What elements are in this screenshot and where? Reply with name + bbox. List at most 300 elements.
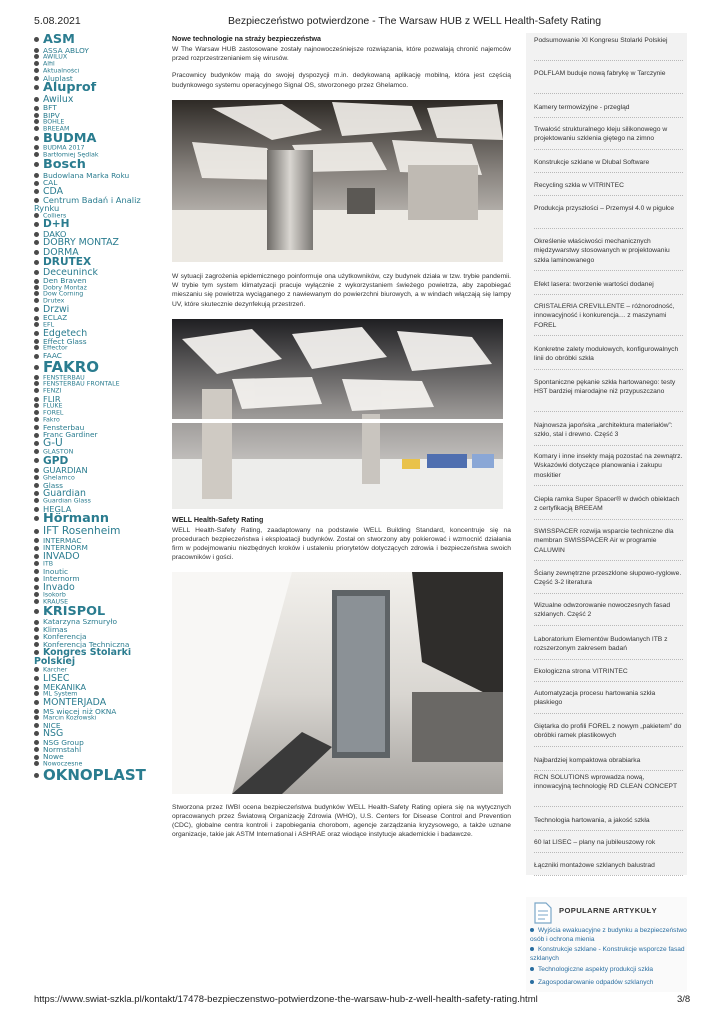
tag-link[interactable]: [34, 375, 166, 382]
tag-label: Drutex: [43, 298, 65, 305]
popular-article-label: Zagospodarowanie odpadów szklanych: [538, 979, 654, 986]
tag-label: Marcin Kozłowski: [43, 714, 97, 722]
sidebar-divider: [534, 593, 683, 594]
tag-label: Deceuninck: [43, 267, 98, 278]
tag-link[interactable]: [34, 159, 166, 172]
sidebar-article-link[interactable]: Automatyzacja procesu hartowania szkła płaskiego: [534, 690, 656, 707]
tag-link[interactable]: [34, 179, 166, 186]
article-photo-atrium: [172, 100, 503, 262]
tag-link[interactable]: [34, 537, 166, 544]
bullet-icon: [530, 980, 534, 984]
bullet-icon: [34, 642, 39, 647]
tag-label: Budowlana Marka Roku: [43, 171, 130, 180]
bullet-icon: [34, 609, 39, 614]
tag-label: Konferencja: [43, 633, 87, 641]
tag-label: Internorm: [43, 575, 80, 583]
tag-link[interactable]: [34, 68, 166, 75]
tag-link[interactable]: [34, 403, 166, 410]
tag-label: FENZI: [43, 388, 62, 395]
tag-label: Nowoczesne: [43, 760, 83, 768]
tag-link[interactable]: [34, 674, 166, 683]
bullet-icon: [34, 136, 39, 141]
bullet-icon: [34, 620, 39, 625]
tag-label: Hörmann: [43, 513, 110, 527]
bullet-icon: [34, 516, 39, 521]
bullet-icon: [34, 740, 39, 745]
sidebar-divider: [534, 93, 683, 94]
sidebar-divider: [534, 117, 683, 118]
tag-label: KRAUSE: [43, 598, 69, 606]
tag-label: KRISPOL: [43, 605, 106, 619]
tag-link[interactable]: [34, 618, 166, 625]
tag-label: D+H: [43, 219, 70, 230]
bullet-icon: [530, 967, 534, 971]
tag-label: GPD: [43, 455, 69, 467]
bullet-icon: [34, 198, 39, 203]
tag-label: Aluplast: [43, 74, 73, 82]
sidebar-divider: [534, 195, 683, 196]
sidebar-article-link[interactable]: Podsumowanie XI Kongresu Stolarki Polskiej: [534, 37, 668, 44]
bullet-icon: [34, 667, 39, 672]
tag-link[interactable]: [34, 633, 166, 640]
tag-link[interactable]: [34, 568, 166, 575]
tag-link[interactable]: [34, 172, 166, 179]
tag-link[interactable]: [34, 626, 166, 633]
bullet-icon: [34, 433, 39, 438]
tag-link[interactable]: [34, 708, 166, 715]
tag-label: MEKANIKA: [43, 683, 86, 692]
sidebar-article-link[interactable]: Najbardziej kompaktowa obrabiarka: [534, 757, 641, 764]
tag-link[interactable]: [34, 54, 166, 61]
bullet-icon: [34, 106, 39, 111]
bullet-icon: [34, 498, 39, 503]
tag-link[interactable]: [34, 513, 166, 526]
tag-label: ASSA ABLOY: [43, 46, 89, 55]
tag-link[interactable]: [34, 505, 166, 513]
bullet-icon: [34, 410, 39, 415]
tag-link[interactable]: [34, 739, 166, 746]
bullet-icon: [34, 213, 39, 218]
tag-label: IFT Rosenheim: [43, 526, 121, 537]
bullet-icon: [34, 685, 39, 690]
tag-link[interactable]: [34, 691, 166, 698]
sidebar-article-link[interactable]: Określenie właściwości mechanicznych międzywarstwy stosowanych w projektowaniu szkła laminowanego: [534, 238, 670, 264]
tag-link[interactable]: [34, 329, 166, 338]
bullet-icon: [34, 569, 39, 574]
sidebar-divider: [534, 411, 683, 412]
sidebar-divider: [534, 60, 683, 61]
tag-label: Dobry Montaż: [43, 284, 87, 292]
tag-link[interactable]: [34, 248, 166, 257]
tag-label: EFL: [43, 321, 55, 329]
sidebar-article-link[interactable]: SWISSPACER rozwija wsparcie techniczne dla membran SWISSPACER Air w programie CALUWIN: [534, 528, 674, 554]
tag-link[interactable]: [34, 761, 166, 768]
bullet-icon: [34, 529, 39, 534]
tag-label: DRUTEX: [43, 257, 92, 268]
bullet-icon: [34, 627, 39, 632]
sidebar-divider: [534, 149, 683, 150]
tag-link[interactable]: [34, 667, 166, 674]
bullet-icon: [34, 345, 39, 350]
bullet-icon: [34, 331, 39, 336]
tag-link[interactable]: [34, 352, 166, 359]
tag-label: Franc Gardiner: [43, 431, 98, 439]
bullet-icon: [34, 635, 39, 640]
tag-link[interactable]: [34, 746, 166, 753]
page-number: 3/8: [677, 994, 691, 1005]
tag-link[interactable]: [34, 338, 166, 345]
tag-link[interactable]: [34, 213, 166, 220]
bullet-icon: [34, 388, 39, 393]
bullet-icon: [34, 715, 39, 720]
bullet-icon: [34, 48, 39, 53]
tag-link[interactable]: [34, 552, 166, 561]
tag-label: FAAC: [43, 352, 62, 360]
sidebar-article-link[interactable]: Łączniki montażowe szklanych balustrad: [534, 862, 655, 869]
popular-article-link[interactable]: [530, 966, 688, 975]
tag-label: Guardian Glass: [43, 498, 91, 505]
bullet-icon: [34, 755, 39, 760]
bullet-icon: [34, 240, 39, 245]
bullet-icon: [34, 54, 39, 59]
tag-link[interactable]: [34, 395, 166, 403]
bullet-icon: [34, 676, 39, 681]
bullet-icon: [34, 279, 39, 284]
tag-link[interactable]: [34, 187, 166, 196]
tag-label: NSG Group: [43, 738, 84, 746]
bullet-icon: [34, 381, 39, 386]
bullet-icon: [34, 468, 39, 473]
print-url: https://www.swiat-szkla.pl/kontakt/17478-bezpieczenstwo-potwierdzone-the-warsaw-hub-z-well-health-safety-rating.html: [34, 994, 538, 1005]
tag-label: HEGLA: [43, 505, 72, 514]
tag-link[interactable]: [34, 599, 166, 606]
tag-link[interactable]: [34, 34, 166, 47]
bullet-icon: [34, 449, 39, 454]
tag-link[interactable]: [34, 285, 166, 292]
sidebar-article-link[interactable]: Technologia hartowania, a jakość szkła: [534, 817, 650, 824]
tag-label: NSG: [43, 729, 64, 739]
tag-link[interactable]: [34, 583, 166, 592]
tag-label: FENSTERBAU FRONTALE: [43, 381, 120, 388]
tag-label: Ghelamco: [43, 474, 75, 482]
bullet-icon: [34, 731, 39, 736]
tag-link[interactable]: [34, 219, 166, 230]
tag-link[interactable]: [34, 277, 166, 284]
tag-link[interactable]: [34, 388, 166, 395]
sidebar-divider: [534, 681, 683, 682]
sidebar-article-link[interactable]: Recycling szkła w VITRINTEC: [534, 182, 624, 189]
tag-link[interactable]: [34, 606, 166, 619]
tag-label: ITB: [43, 561, 54, 568]
tag-link[interactable]: [34, 257, 166, 268]
print-date: 5.08.2021: [34, 15, 81, 27]
tag-link[interactable]: [34, 322, 166, 329]
bullet-icon: [34, 650, 39, 655]
bullet-icon: [34, 425, 39, 430]
tag-label: AWILUX: [43, 54, 68, 61]
bullet-icon: [34, 285, 39, 290]
popular-article-label: Technologiczne aspekty produkcji szkła: [538, 966, 654, 973]
tag-label: LISEC: [43, 673, 70, 684]
sidebar-article-link[interactable]: Wizualne odwzorowanie nowoczesnych fasad szklanych. Część 2: [534, 602, 671, 619]
tag-link[interactable]: [34, 268, 166, 277]
tag-link[interactable]: [34, 715, 166, 722]
tag-link[interactable]: [34, 238, 166, 247]
tag-label: Kärcher: [43, 666, 68, 674]
bullet-icon: [34, 599, 39, 604]
sidebar-article-link[interactable]: Najnowsza japońska „architektura materiałów”: szkło, stal i drewno. Część 3: [534, 422, 673, 439]
tag-label: CDA: [43, 186, 64, 197]
sidebar-article-link[interactable]: 60 lat LISEC – plany na jubileuszowy rok: [534, 839, 656, 846]
sidebar-divider: [534, 270, 683, 271]
tag-label: BUDMA: [43, 132, 97, 146]
tag-link[interactable]: [34, 698, 166, 707]
bullet-icon: [34, 85, 39, 90]
tag-link[interactable]: [34, 431, 166, 438]
sidebar-divider: [534, 806, 683, 807]
tag-label: MS więcej niż OKNA: [43, 707, 117, 715]
bullet-icon: [34, 691, 39, 696]
tag-label: BIPV: [43, 111, 60, 120]
tag-link[interactable]: [34, 145, 166, 152]
bullet-icon: [34, 291, 39, 296]
bullet-icon: [34, 397, 39, 402]
tag-link[interactable]: [34, 449, 166, 456]
tag-label: Fakro: [43, 416, 60, 424]
sidebar-article-link[interactable]: Giętarka do profili FOREL z nowym „pakietem” do obróbki ramek plastikowych: [534, 723, 682, 740]
tag-label: Kongres Stolarki Polskiej: [34, 648, 132, 667]
popular-article-link[interactable]: [530, 946, 688, 963]
tag-label: OKNOPLAST: [43, 767, 146, 783]
tag-label: Aluprof: [43, 82, 97, 95]
bullet-icon: [34, 577, 39, 582]
bullet-icon: [34, 189, 39, 194]
tag-label: Glass: [43, 481, 64, 489]
tag-label: INVADO: [43, 551, 80, 562]
bullet-icon: [34, 538, 39, 543]
tag-link[interactable]: [34, 95, 166, 104]
article-photo-gallery: [172, 319, 503, 509]
bullet-icon: [34, 417, 39, 422]
tag-link[interactable]: [34, 112, 166, 119]
tag-link[interactable]: [34, 561, 166, 568]
tag-label: BOHLE: [43, 119, 65, 126]
bullet-icon: [34, 709, 39, 714]
bullet-icon: [34, 97, 39, 102]
tag-label: ASM: [43, 34, 75, 47]
sidebar-divider: [534, 746, 683, 747]
bullet-icon: [34, 260, 39, 265]
tag-link[interactable]: [34, 424, 166, 431]
tag-link[interactable]: [34, 753, 166, 760]
tag-link[interactable]: [34, 641, 166, 648]
popular-article-link[interactable]: [530, 979, 688, 988]
tag-label: Awilux: [43, 94, 74, 105]
tag-link[interactable]: [34, 298, 166, 305]
sidebar-article-link[interactable]: Ekologiczna strona VITRINTEC: [534, 668, 628, 675]
tag-label: Guardian: [43, 488, 86, 499]
bullet-icon: [34, 375, 39, 380]
sidebar-divider: [534, 228, 683, 229]
tag-label: Drzwi: [43, 304, 70, 315]
tag-link[interactable]: [34, 47, 166, 54]
sidebar-divider: [534, 172, 683, 173]
sidebar-divider: [534, 485, 683, 486]
document-icon: [532, 901, 554, 925]
paragraph: Stworzona przez IWBI ocena bezpieczeństwa budynków WELL Health-Safety Rating opiera się na wytycznych opracowanych przez Światową Organizację Zdrowia (WHO), U.S. Centers for Disease Control and Prevention (CDC), globalne centra kontroli i zapobiegania chorobom, agencje zarządzania kryzysowego, a także uznane organizacje, takie jak ASTM International i ASHRAE oraz wiodące instytucje akademickie i badawcze.: [172, 803, 511, 839]
tag-link[interactable]: [34, 498, 166, 505]
tag-label: DOBRY MONTAŻ: [43, 238, 119, 248]
sidebar-divider: [534, 830, 683, 831]
bullet-icon: [34, 561, 39, 566]
tag-link[interactable]: [34, 489, 166, 498]
tag-link[interactable]: [34, 152, 166, 159]
sidebar-article-link[interactable]: Trwałość strukturalnego kleju silikonowego w projektowaniu szklenia giętego na zimno: [534, 126, 668, 143]
sidebar-divider: [534, 875, 683, 876]
tag-link[interactable]: [34, 104, 166, 111]
sidebar-divider: [534, 659, 683, 660]
sidebar-article-link[interactable]: RCN SOLUTIONS wprowadza nową, innowacyjną technologię RD CLEAN CONCEPT: [534, 774, 678, 791]
tag-link[interactable]: [34, 314, 166, 321]
popular-article-label: Konstrukcje szklane - Konstrukcje wsporcze fasad szklanych: [530, 946, 685, 962]
bullet-icon: [34, 145, 39, 150]
sidebar-article-link[interactable]: Konstrukcje szklane w Dlubal Software: [534, 159, 650, 166]
tag-label: Invado: [43, 582, 75, 593]
sidebar-article-link[interactable]: Spontaniczne pękanie szkła hartowanego: testy HST bardziej miarodajne niż przypuszczano: [534, 379, 676, 396]
popular-article-link[interactable]: [530, 927, 688, 944]
sidebar-article-link[interactable]: Efekt laserа: tworzenie wartości dodanej: [534, 281, 654, 288]
tag-link[interactable]: [34, 456, 166, 467]
bullet-icon: [34, 365, 39, 370]
sidebar-article-link[interactable]: Komary i inne insekty mają pozostać na zewnątrz. Wskazówki dotyczące planowania i zakupu moskitier: [534, 453, 683, 479]
tag-link[interactable]: [34, 648, 166, 667]
tag-link[interactable]: [34, 729, 166, 738]
tag-link[interactable]: [34, 291, 166, 298]
tag-label: INTERMAC: [43, 536, 82, 545]
tag-label: Isokorb: [43, 592, 66, 599]
tag-label: DORMA: [43, 247, 79, 258]
tag-link[interactable]: [34, 683, 166, 691]
bullet-icon: [34, 403, 39, 408]
sidebar-divider: [534, 335, 683, 336]
tag-link[interactable]: [34, 305, 166, 314]
tag-label: BFT: [43, 104, 57, 112]
tag-link[interactable]: [34, 381, 166, 388]
sidebar-article-link[interactable]: CRISTALERIA CREVILLENTE – różnorodność, innowacyjność i konkurencja… z maszynami FOREL: [534, 303, 675, 329]
tag-link[interactable]: [34, 438, 166, 449]
bullet-icon: [34, 61, 39, 66]
tag-link[interactable]: [34, 526, 166, 537]
print-title: Bezpieczeństwo potwierdzone - The Warsaw HUB z WELL Health-Safety Rating: [228, 15, 602, 27]
sidebar-article-link[interactable]: Produkcja przyszłości – Przemysł 4.0 w pigułce: [534, 205, 675, 212]
bullet-icon: [34, 152, 39, 157]
tag-link[interactable]: [34, 592, 166, 599]
section-heading: WELL Health-Safety Rating: [172, 515, 264, 524]
tag-link[interactable]: [34, 544, 166, 551]
sidebar-article-link[interactable]: Laboratorium Elementów Budowlanych ITB z rozszerzonym zakresem badań: [534, 636, 668, 653]
article-body: [172, 35, 511, 840]
bullet-icon: [34, 270, 39, 275]
tag-label: Edgetech: [43, 328, 88, 338]
bullet-icon: [34, 37, 39, 42]
tag-link[interactable]: [34, 345, 166, 352]
tag-label: Klimas: [43, 625, 68, 634]
tag-link[interactable]: [34, 75, 166, 82]
bullet-icon: [34, 76, 39, 81]
bullet-icon: [34, 339, 39, 344]
tag-label: Effector: [43, 345, 68, 352]
tag-link[interactable]: [34, 133, 166, 146]
tag-link[interactable]: [34, 61, 166, 68]
tag-link[interactable]: [34, 410, 166, 417]
bullet-icon: [34, 773, 39, 778]
tag-label: FENSTERBAU: [43, 374, 85, 382]
tag-label: Katarzyna Szmuryło: [43, 618, 118, 626]
tag-link[interactable]: [34, 475, 166, 482]
bullet-icon: [34, 307, 39, 312]
tag-link[interactable]: [34, 230, 166, 238]
sidebar-divider: [534, 445, 683, 446]
tag-label: GLASTON: [43, 449, 74, 456]
tag-link[interactable]: [34, 466, 166, 474]
tag-link[interactable]: [34, 119, 166, 126]
tag-label: Fensterbau: [43, 423, 85, 432]
bullet-icon: [34, 700, 39, 705]
tag-link[interactable]: [34, 722, 166, 729]
tag-label: BREEAM: [43, 125, 70, 133]
bullet-icon: [34, 250, 39, 255]
tag-link[interactable]: [34, 82, 166, 95]
tag-link[interactable]: [34, 482, 166, 489]
tag-label: ECLAZ: [43, 314, 68, 322]
tag-label: Bartłomiej Sędlak: [43, 152, 99, 159]
tag-label: Alfil: [43, 61, 55, 68]
tag-label: Effect Glass: [43, 337, 87, 346]
sidebar-divider: [534, 852, 683, 853]
tag-link[interactable]: [34, 575, 166, 582]
tag-label: Bosch: [43, 159, 86, 172]
bullet-icon: [34, 298, 39, 303]
sidebar-divider: [534, 560, 683, 561]
sidebar-article-link[interactable]: Ściany zewnętrzne przeszklone słupowo-ryglowe. Część 3-2 literatura: [534, 570, 682, 587]
paragraph: Pracownicy budynków mają do swojej dyspozycji m.in. dedykowaną aplikację mobilną, która jest częścią budynkowego systemu operacyjnego Signal OS, stworzonego przez Ghelamco.: [172, 72, 511, 89]
paragraph: W sytuacji zagrożenia epidemicznego poinformuje ona użytkowników, czy budynek działa w tzw. trybie pandemii. W trybie tym system klimatyzacji pracuje wyłącznie z wykorzystaniem świeżego powietrza, aby zapobiegać mieszaniu się powietrza wyciąganego z nawiewanym do powierzchni biurowych, a w windach włączają się lampy UV, które skutecznie dezynfekują przestrzeń.: [172, 272, 511, 308]
bullet-icon: [34, 507, 39, 512]
sidebar-divider: [534, 294, 683, 295]
tag-link[interactable]: [34, 126, 166, 133]
bullet-icon: [34, 232, 39, 237]
bullet-icon: [34, 316, 39, 321]
sidebar-article-link[interactable]: Konkretne zalety modułowych, konfigurowalnych linii do obróbki szkła: [534, 346, 679, 363]
paragraph: W The Warsaw HUB zastosowane zostały najnowocześniejsze rozwiązania, które pozwalają chronić najemców przed rozprzestrzenianiem się wirusów.: [172, 45, 511, 63]
tag-label: FOREL: [43, 410, 64, 417]
tag-link[interactable]: [34, 360, 166, 375]
sidebar-divider: [534, 369, 683, 370]
section-heading: Nowe technologie na straży bezpieczeństwa: [172, 35, 322, 43]
tag-link[interactable]: [34, 417, 166, 424]
tag-label: Centrum Badań i Analiz Rynku: [34, 196, 141, 213]
sidebar-article-link[interactable]: POLFLAM buduje nową fabrykę w Tarczynie: [534, 70, 666, 77]
bullet-icon: [34, 483, 39, 488]
bullet-icon: [34, 585, 39, 590]
sidebar-article-link[interactable]: Ciepła ramka Super Spacer® w dwóch obiektach z certyfikacją BREEAM: [534, 496, 680, 513]
tag-link[interactable]: [34, 196, 166, 213]
tag-label: Konferencja Techniczna: [43, 640, 130, 649]
paragraph: WELL Health-Safety Rating, zaadaptowany na podstawie WELL Building Standard, koncentruje się na procedurach bezpieczeństwa i eksploatacji budynków. Został on stworzony aby pokierować i wzmocnić działania firm w podejmowaniu niezbędnych kroków i ustaleniu priorytetów dotyczących zdrowia i bezpieczeństwa swoich pracowników i gości.: [172, 526, 511, 562]
tag-link[interactable]: [34, 768, 166, 783]
sidebar-article-link[interactable]: Kamery termowizyjne - przegląd: [534, 104, 630, 111]
tag-label: MONTERJADA: [43, 698, 107, 708]
